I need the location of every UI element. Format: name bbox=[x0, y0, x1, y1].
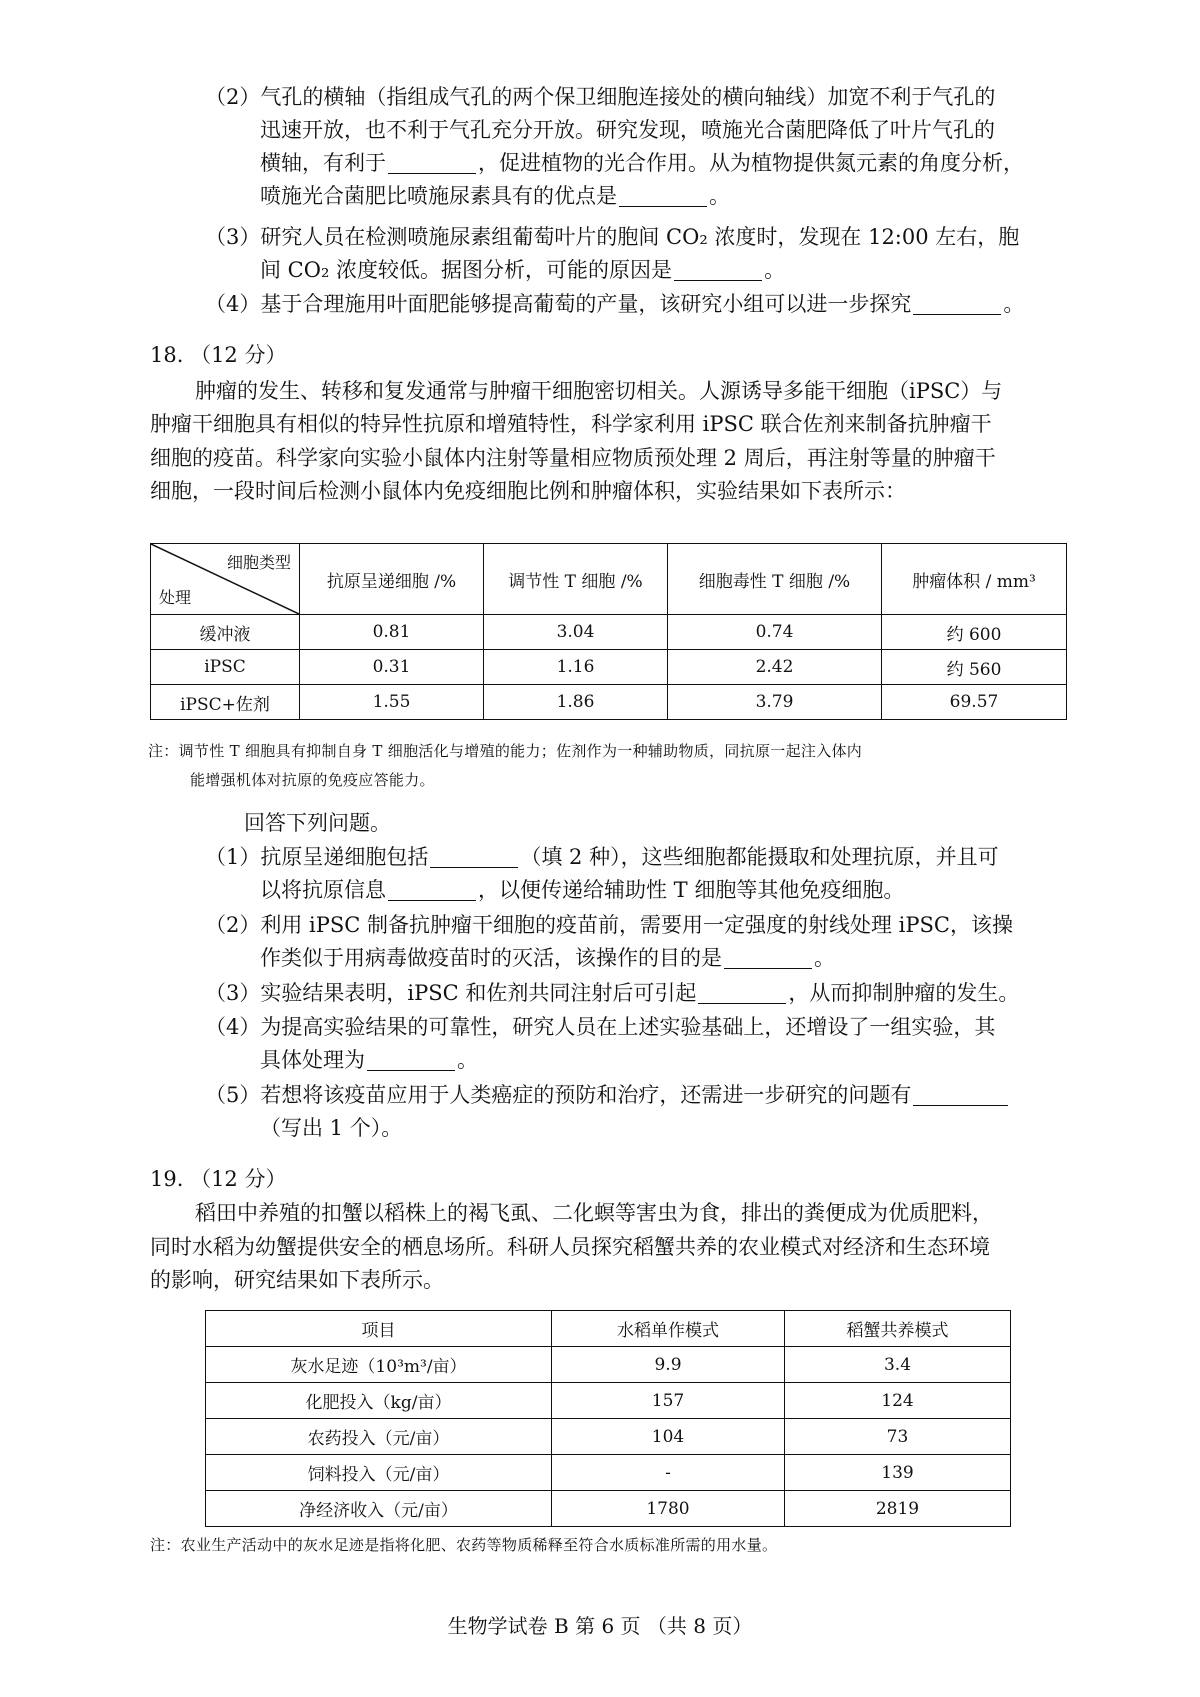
q18-heading: 18. （12 分） bbox=[150, 343, 287, 367]
rice-crab-table bbox=[205, 1310, 1011, 1527]
q18-sub1-line2: 以将抗原信息 ，以便传递给辅助性 T 细胞等其他免疫细胞。 bbox=[260, 878, 905, 902]
row-label: iPSC+佐剂 bbox=[151, 685, 300, 720]
q18-intro-line2: 肿瘤干细胞具有相似的特异性抗原和增殖特性，科学家利用 iPSC 联合佐剂来制备抗肿瘤干 bbox=[150, 412, 992, 436]
table-cell: 2.42 bbox=[668, 650, 882, 685]
column-header: 细胞毒性 T 细胞 /% bbox=[668, 544, 882, 615]
table-cell: 1.16 bbox=[484, 650, 668, 685]
q19-intro-line3: 的影响，研究结果如下表所示。 bbox=[150, 1268, 444, 1292]
q18-intro-line4: 细胞，一段时间后检测小鼠体内免疫细胞比例和肿瘤体积，实验结果如下表所示： bbox=[150, 479, 906, 503]
table-cell: 73 bbox=[785, 1419, 1011, 1455]
answer-blank[interactable] bbox=[619, 184, 707, 207]
table-cell: 69.57 bbox=[882, 685, 1067, 720]
q18-sub5-line1: （5）若想将该疫苗应用于人类癌症的预防和治疗，还需进一步研究的问题有 bbox=[205, 1080, 1010, 1110]
answer-blank[interactable] bbox=[698, 981, 786, 1004]
table-row bbox=[151, 650, 1067, 685]
q17-sub3-line2: 间 CO₂ 浓度较低。据图分析，可能的原因是 。 bbox=[260, 258, 786, 282]
table-row bbox=[151, 615, 1067, 650]
q18-intro-line3: 细胞的疫苗。科学家向实验小鼠体内注射等量相应物质预处理 2 周后，再注射等量的肿瘤干 bbox=[150, 446, 996, 470]
answer-blank[interactable] bbox=[388, 151, 476, 174]
table-cell: - bbox=[552, 1455, 785, 1491]
q18-table-note-line2: 能增强机体对抗原的免疫应答能力。 bbox=[190, 771, 435, 789]
answer-blank[interactable] bbox=[674, 258, 762, 281]
row-label: 灰水足迹（10³m³/亩） bbox=[206, 1347, 552, 1383]
q18-intro-line1: 肿瘤的发生、转移和复发通常与肿瘤干细胞密切相关。人源诱导多能干细胞（iPSC）与 bbox=[195, 379, 1003, 403]
q19-heading: 19. （12 分） bbox=[150, 1167, 287, 1191]
answer-blank[interactable] bbox=[724, 946, 812, 969]
row-label: 饲料投入（元/亩） bbox=[206, 1455, 552, 1491]
table-row bbox=[151, 685, 1067, 720]
q18-sub4-line1: （4）为提高实验结果的可靠性，研究人员在上述实验基础上，还增设了一组实验，其 bbox=[205, 1015, 996, 1039]
q17-sub2-line4: 喷施光合菌肥比喷施尿素具有的优点是 。 bbox=[260, 184, 730, 208]
table-cell: 1.55 bbox=[300, 685, 484, 720]
q19-table-note: 注：农业生产活动中的灰水足迹是指将化肥、农药等物质稀释至符合水质标准所需的用水量。 bbox=[150, 1536, 778, 1554]
table-cell: 0.31 bbox=[300, 650, 484, 685]
table-cell: 0.81 bbox=[300, 615, 484, 650]
answer-blank[interactable] bbox=[388, 878, 476, 901]
table-cell: 1.86 bbox=[484, 685, 668, 720]
row-label: 农药投入（元/亩） bbox=[206, 1419, 552, 1455]
table-cell: 3.04 bbox=[484, 615, 668, 650]
table-cell: 0.74 bbox=[668, 615, 882, 650]
answer-blank[interactable] bbox=[913, 1083, 1008, 1106]
table-cell: 约 600 bbox=[882, 615, 1067, 650]
row-label: 化肥投入（kg/亩） bbox=[206, 1383, 552, 1419]
row-label: 净经济收入（元/亩） bbox=[206, 1491, 552, 1527]
table-cell: 3.4 bbox=[785, 1347, 1011, 1383]
column-header: 调节性 T 细胞 /% bbox=[484, 544, 668, 615]
q19-intro-line2: 同时水稻为幼蟹提供安全的栖息场所。科研人员探究稻蟹共养的农业模式对经济和生态环境 bbox=[150, 1235, 990, 1259]
table-cell: 104 bbox=[552, 1419, 785, 1455]
q17-sub2-line1: （2）气孔的横轴（指组成气孔的两个保卫细胞连接处的横向轴线）加宽不利于气孔的 bbox=[205, 85, 996, 109]
row-label: iPSC bbox=[151, 650, 300, 685]
answer-blank[interactable] bbox=[913, 292, 1001, 315]
table-row bbox=[206, 1347, 1011, 1383]
table-corner-cell bbox=[151, 544, 300, 615]
q17-sub4: （4）基于合理施用叶面肥能够提高葡萄的产量，该研究小组可以进一步探究 。 bbox=[205, 292, 1025, 316]
page-footer: 生物学试卷 B 第 6 页 （共 8 页） bbox=[447, 1614, 753, 1638]
table-row bbox=[206, 1455, 1011, 1491]
immune-cell-table bbox=[150, 543, 1067, 720]
q18-prompt: 回答下列问题。 bbox=[244, 811, 391, 835]
corner-top-label: 细胞类型 bbox=[226, 553, 291, 572]
table-cell: 157 bbox=[552, 1383, 785, 1419]
table-cell: 3.79 bbox=[668, 685, 882, 720]
column-header: 水稻单作模式 bbox=[552, 1311, 785, 1347]
q17-sub2-line2: 迅速开放，也不利于气孔充分开放。研究发现，喷施光合菌肥降低了叶片气孔的 bbox=[260, 118, 995, 142]
column-header: 抗原呈递细胞 /% bbox=[300, 544, 484, 615]
table-cell: 约 560 bbox=[882, 650, 1067, 685]
q17-sub2-line3: 横轴，有利于 ，促进植物的光合作用。从为植物提供氮元素的角度分析， bbox=[260, 151, 1024, 175]
column-header: 稻蟹共养模式 bbox=[785, 1311, 1011, 1347]
q18-sub5-line2: （写出 1 个）。 bbox=[260, 1116, 403, 1140]
table-row bbox=[206, 1383, 1011, 1419]
column-header: 肿瘤体积 / mm³ bbox=[882, 544, 1067, 615]
q18-sub1-line1: （1）抗原呈递细胞包括 （填 2 种），这些细胞都能摄取和处理抗原，并且可 bbox=[205, 845, 999, 869]
column-header: 项目 bbox=[206, 1311, 552, 1347]
table-row bbox=[206, 1491, 1011, 1527]
table-cell: 139 bbox=[785, 1455, 1011, 1491]
answer-blank[interactable] bbox=[367, 1048, 455, 1071]
q19-intro-line1: 稻田中养殖的扣蟹以稻株上的褐飞虱、二化螟等害虫为食，排出的粪便成为优质肥料， bbox=[195, 1201, 993, 1225]
q18-table-note-line1: 注：调节性 T 细胞具有抑制自身 T 细胞活化与增殖的能力；佐剂作为一种辅助物质，同抗原一起注入体内 bbox=[148, 742, 863, 760]
row-label: 缓冲液 bbox=[151, 615, 300, 650]
corner-bottom-label: 处理 bbox=[159, 588, 192, 607]
q18-sub2-line2: 作类似于用病毒做疫苗时的灭活，该操作的目的是 。 bbox=[260, 946, 835, 970]
table-cell: 1780 bbox=[552, 1491, 785, 1527]
table-cell: 9.9 bbox=[552, 1347, 785, 1383]
q18-sub3: （3）实验结果表明，iPSC 和佐剂共同注射后可引起 ，从而抑制肿瘤的发生。 bbox=[205, 981, 1020, 1005]
table-cell: 124 bbox=[785, 1383, 1011, 1419]
answer-blank[interactable] bbox=[430, 845, 518, 868]
q18-sub2-line1: （2）利用 iPSC 制备抗肿瘤干细胞的疫苗前，需要用一定强度的射线处理 iPSC，该操 bbox=[205, 913, 1013, 937]
table-row bbox=[206, 1419, 1011, 1455]
q18-sub4-line2: 具体处理为 。 bbox=[260, 1048, 478, 1072]
table-cell: 2819 bbox=[785, 1491, 1011, 1527]
table-header-row bbox=[206, 1311, 1011, 1347]
q17-sub3-line1: （3）研究人员在检测喷施尿素组葡萄叶片的胞间 CO₂ 浓度时，发现在 12:00 左右，胞 bbox=[205, 225, 1020, 249]
